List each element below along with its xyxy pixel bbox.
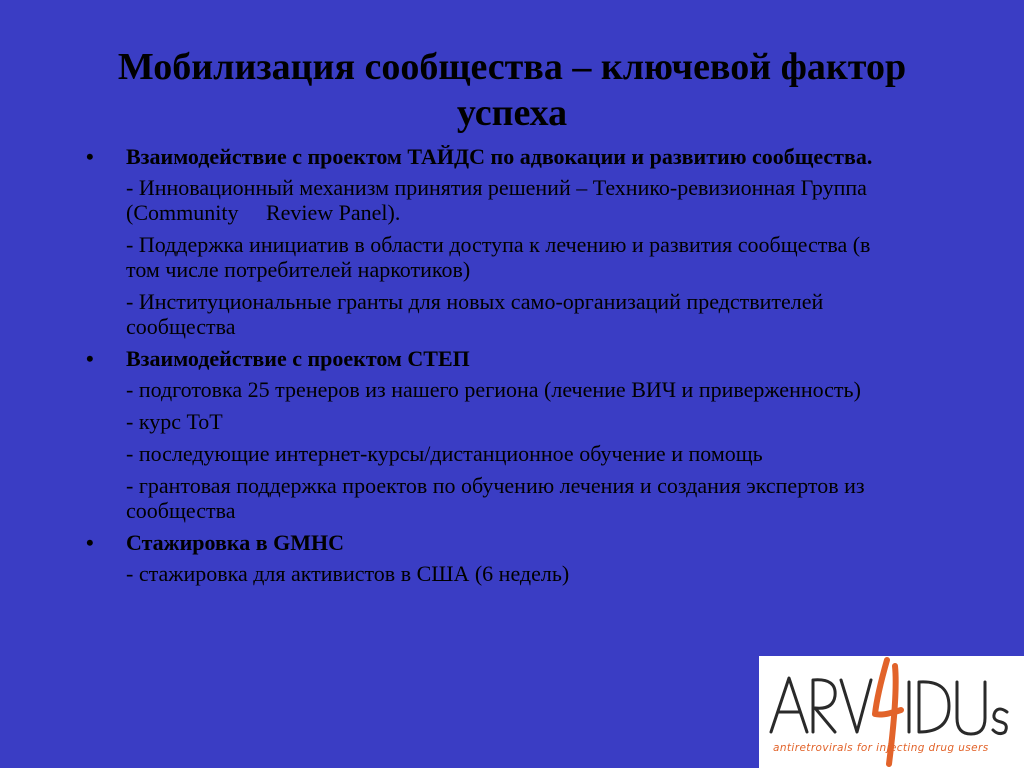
logo-tagline: antiretrovirals for injecting drug users — [773, 742, 989, 754]
sub-item: - курс ТоТ — [126, 409, 223, 434]
bullet-marker: • — [86, 530, 94, 555]
bullet-marker: • — [86, 346, 94, 371]
slide-content — [86, 144, 906, 593]
bullet-text: Взаимодействие с проектом СТЕП — [126, 346, 470, 371]
sub-item: - подготовка 25 тренеров из нашего региона (лечение ВИЧ и приверженность) — [126, 377, 861, 402]
sub-item: - грантовая поддержка проектов по обучению лечения и создания экспертов из сообщества — [126, 473, 871, 523]
sub-item: - Институциональные гранты для новых само-организаций предствителей сообщества — [126, 289, 829, 339]
bullet-text: Взаимодействие с проектом ТАЙДС по адвокации и развитию сообщества. — [126, 144, 873, 169]
sub-item: - Поддержка инициатив в области доступа к лечению и развития сообщества (в том числе потребителей наркотиков) — [126, 232, 876, 282]
bullet-marker: • — [86, 144, 94, 169]
slide-title: Мобилизация сообщества – ключевой фактор успеха — [117, 46, 907, 134]
arv4idus-logo — [759, 656, 1024, 768]
sub-item: - стажировка для активистов в США (6 недель) — [126, 561, 570, 586]
bullet-text: Стажировка в GMHC — [126, 530, 344, 555]
bullet-item — [86, 530, 906, 555]
bullet-item — [86, 144, 906, 169]
sub-item: - Инновационный механизм принятия решений – Технико-ревизионная Группа (Community Review Panel). — [126, 175, 873, 225]
bullet-item — [86, 346, 906, 371]
sub-item: - последующие интернет-курсы/дистанционное обучение и помощь — [126, 441, 763, 466]
